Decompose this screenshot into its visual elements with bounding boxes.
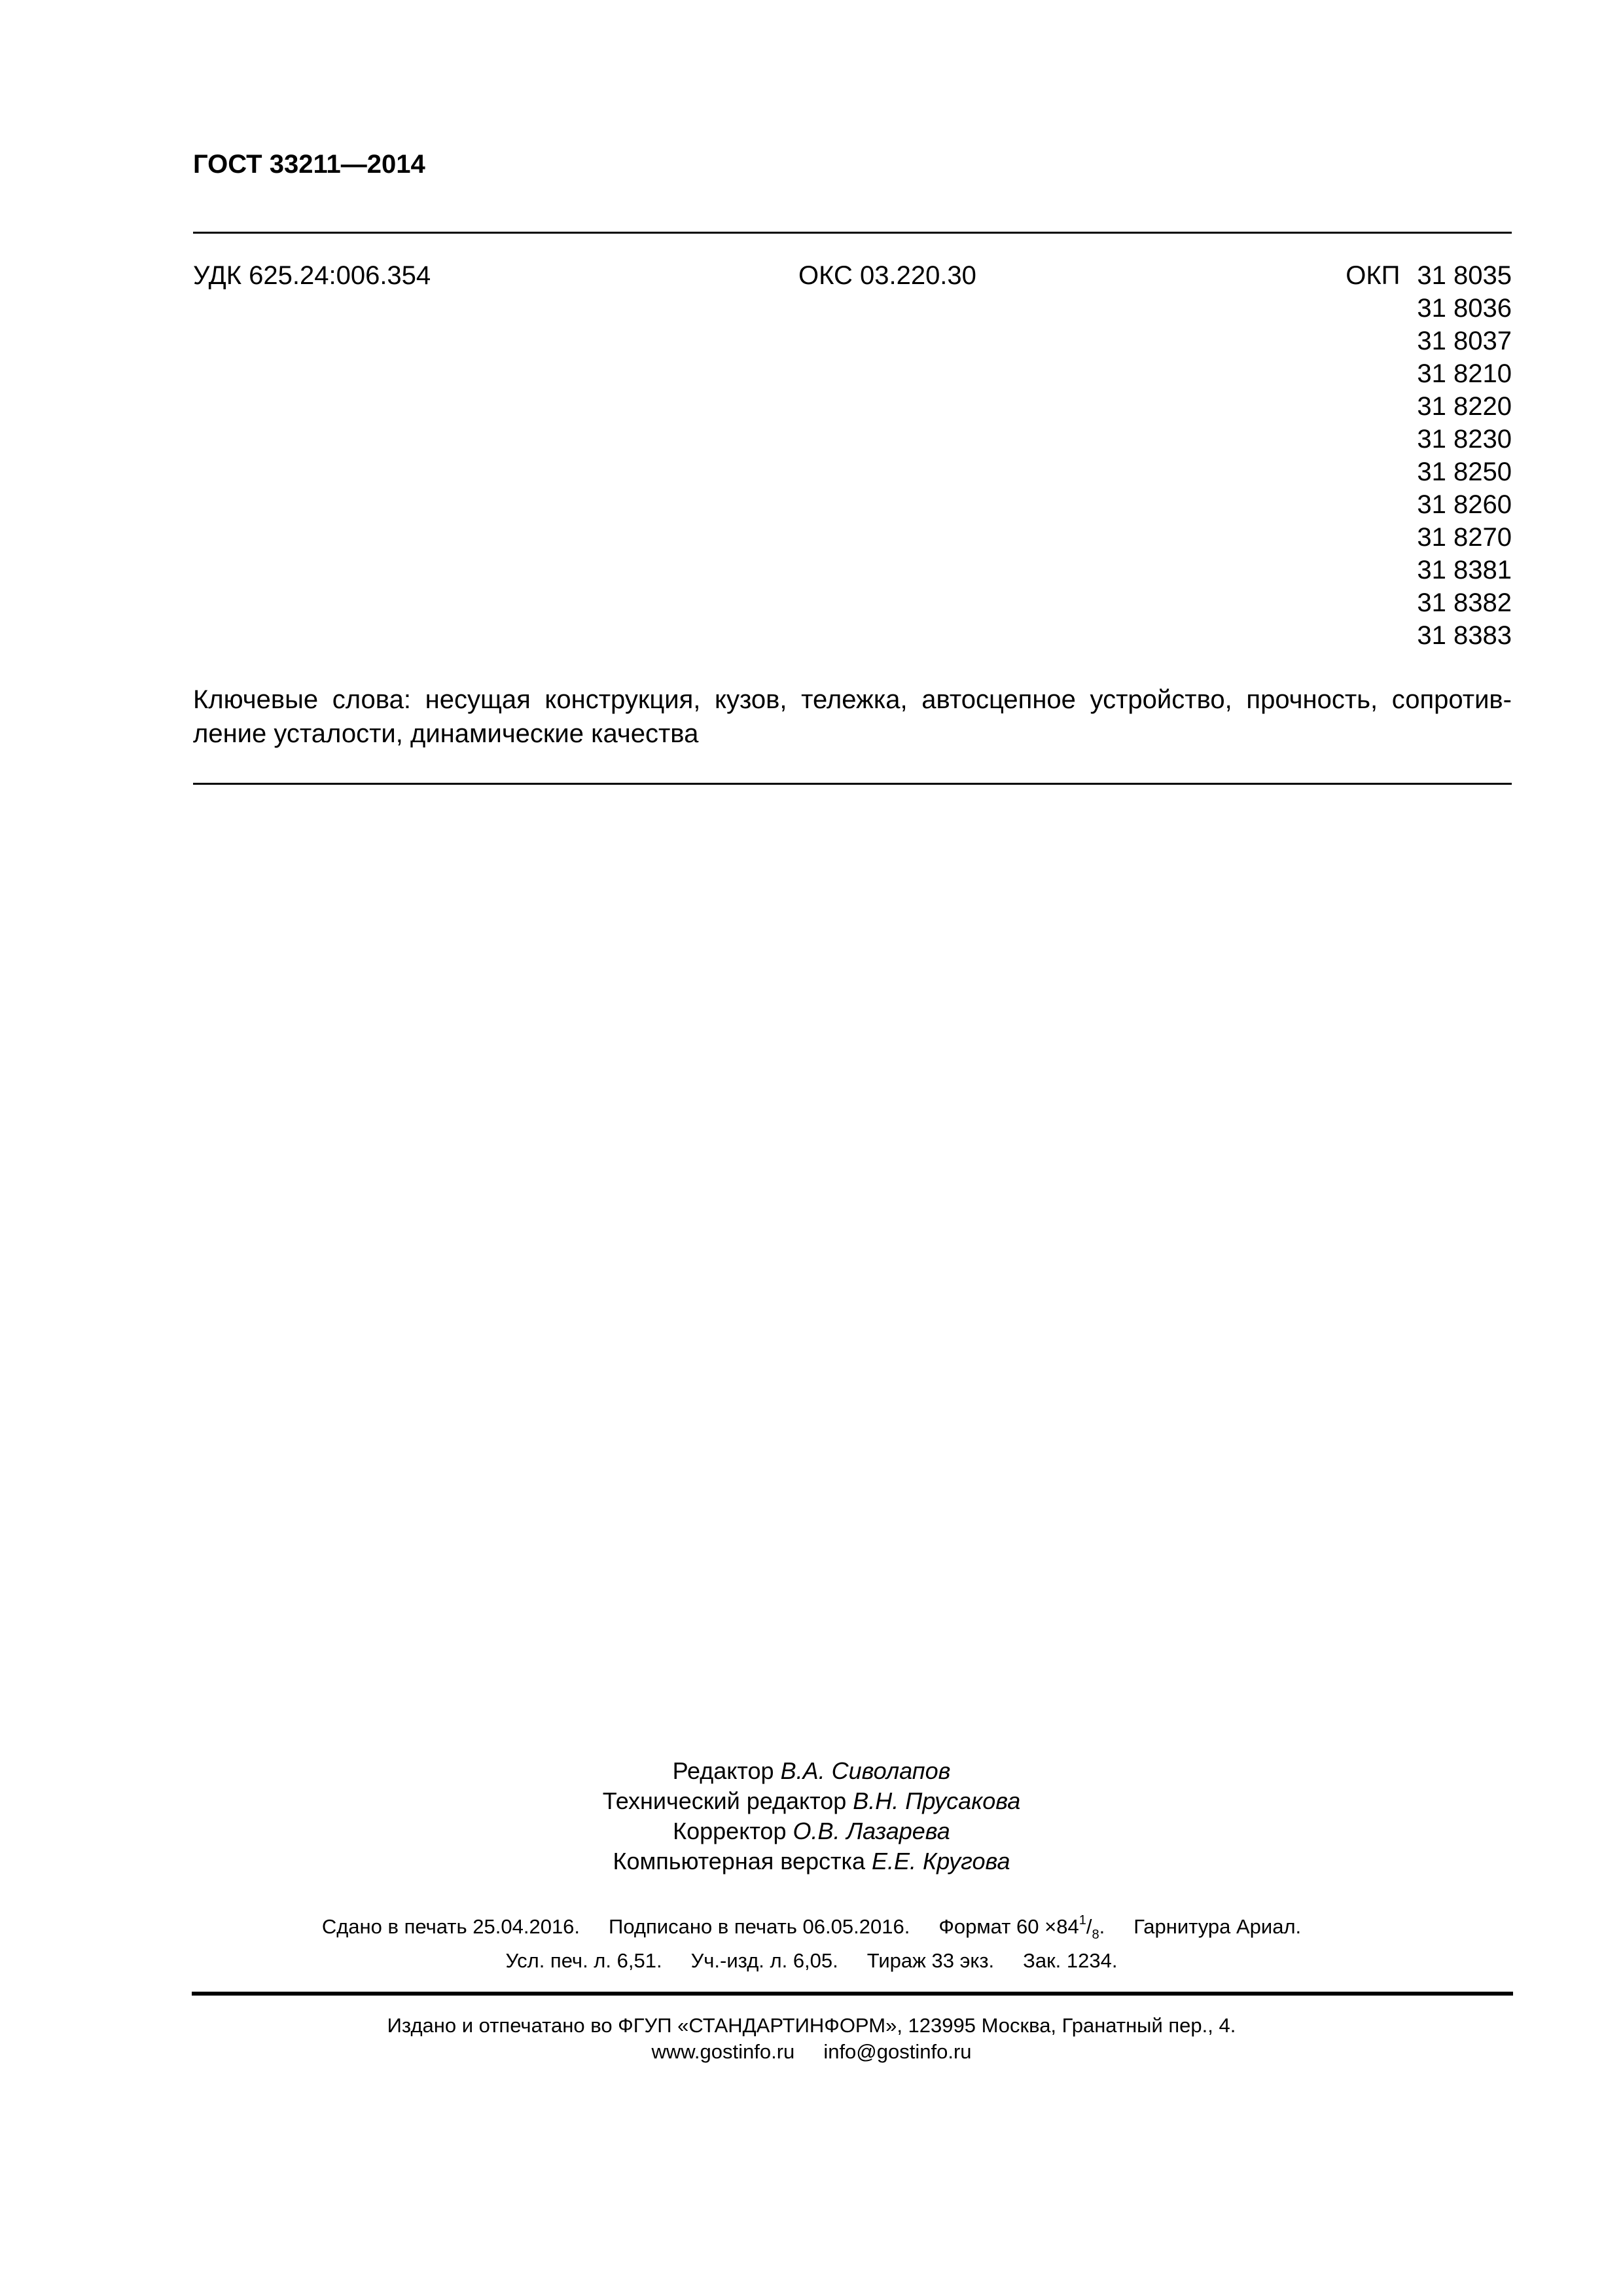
credit-role: Корректор xyxy=(673,1818,787,1844)
credit-editor xyxy=(0,1756,1623,1786)
keywords-line-1: Ключевые слова: несущая конструкция, кузов, тележка, автосцепное устройство, прочность, сопротив- xyxy=(193,685,1512,714)
credits-block xyxy=(0,1756,1623,1876)
okp-code: 31 8382 xyxy=(1417,588,1512,617)
keywords-line-2: ление усталости, динамические качества xyxy=(193,719,699,748)
print-info-row-2 xyxy=(0,1948,1623,1974)
credit-name: В.А. Сиволапов xyxy=(780,1757,951,1784)
okp-code: 31 8220 xyxy=(1417,392,1512,421)
print-format xyxy=(938,1913,1105,1942)
udk-code: УДК 625.24:006.354 xyxy=(193,261,431,290)
print-sent-date: Сдано в печать 25.04.2016. xyxy=(321,1915,580,1938)
format-suffix: . xyxy=(1099,1915,1105,1938)
print-info-row-1 xyxy=(0,1907,1623,1948)
document-title: ГОСТ 33211—2014 xyxy=(193,150,425,179)
credit-proofreader xyxy=(0,1816,1623,1846)
publisher-email-link[interactable]: info@gostinfo.ru xyxy=(823,2040,972,2063)
publisher-contacts xyxy=(0,2039,1623,2065)
credit-name: В.Н. Прусакова xyxy=(853,1787,1021,1814)
print-signed-date: Подписано в печать 06.05.2016. xyxy=(609,1915,910,1938)
okp-code: 31 8035 xyxy=(1417,261,1512,290)
print-pub-sheets: Уч.-изд. л. 6,05. xyxy=(690,1949,838,1972)
okp-code: 31 8230 xyxy=(1417,425,1512,454)
okp-code: 31 8037 xyxy=(1417,327,1512,355)
publisher-block xyxy=(0,2013,1623,2065)
format-prefix: Формат 60 ×84 xyxy=(938,1915,1079,1938)
print-font: Гарнитура Ариал. xyxy=(1133,1915,1302,1938)
credit-name: О.В. Лазарева xyxy=(793,1818,950,1844)
credit-role: Компьютерная верстка xyxy=(613,1848,866,1874)
publisher-divider xyxy=(192,1992,1513,1996)
print-copies: Тираж 33 экз. xyxy=(866,1949,995,1972)
okp-code: 31 8250 xyxy=(1417,457,1512,486)
okp-code: 31 8270 xyxy=(1417,523,1512,552)
keywords-divider xyxy=(193,783,1512,785)
okp-code: 31 8210 xyxy=(1417,359,1512,388)
top-divider xyxy=(193,232,1512,234)
credit-name: Е.Е. Кругова xyxy=(872,1848,1010,1874)
print-order: Зак. 1234. xyxy=(1023,1949,1118,1972)
okp-code: 31 8383 xyxy=(1417,621,1512,650)
keywords-paragraph xyxy=(193,683,1512,751)
credit-role: Редактор xyxy=(672,1757,774,1784)
print-info-block xyxy=(0,1907,1623,1974)
credit-role: Технический редактор xyxy=(602,1787,847,1814)
format-denominator: 8 xyxy=(1092,1928,1099,1942)
okp-code: 31 8381 xyxy=(1417,556,1512,584)
publisher-address: Издано и отпечатано во ФГУП «СТАНДАРТИНФОРМ», 123995 Москва, Гранатный пер., 4. xyxy=(387,2014,1236,2037)
print-sheets: Усл. печ. л. 6,51. xyxy=(505,1949,662,1972)
format-numerator: 1 xyxy=(1079,1913,1086,1928)
okp-block xyxy=(1346,259,1512,652)
credit-layout xyxy=(0,1846,1623,1876)
credit-technical-editor xyxy=(0,1786,1623,1816)
format-slash: / xyxy=(1086,1915,1092,1938)
publisher-website-link[interactable]: www.gostinfo.ru xyxy=(651,2040,795,2063)
okp-code-list xyxy=(1417,259,1512,652)
okp-label: ОКП xyxy=(1346,261,1400,290)
oks-code: ОКС 03.220.30 xyxy=(798,261,976,290)
okp-code: 31 8036 xyxy=(1417,294,1512,323)
okp-code: 31 8260 xyxy=(1417,490,1512,519)
